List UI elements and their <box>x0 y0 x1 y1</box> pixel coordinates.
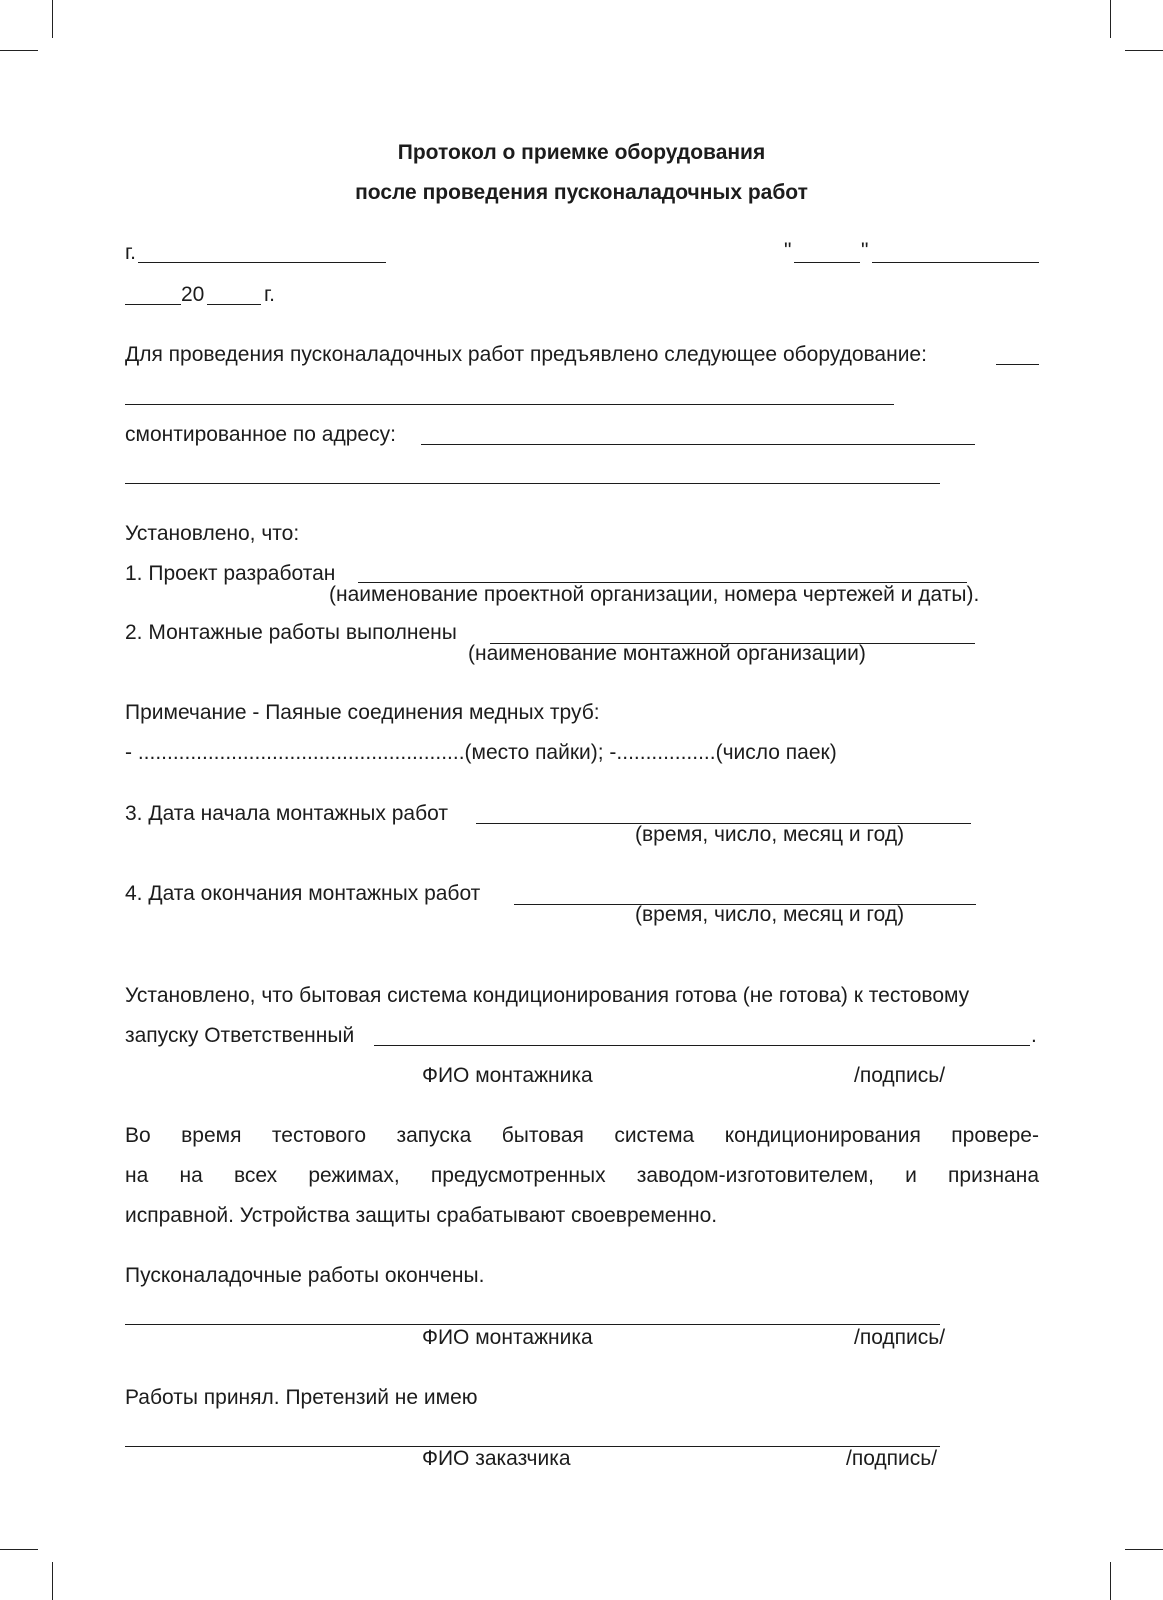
fio-installer-caption-2: ФИО монтажника <box>422 1326 593 1349</box>
quote-close: " <box>861 239 869 262</box>
fio-customer-caption: ФИО заказчика <box>422 1447 571 1470</box>
note-text: Примечание - Паяные соединения медных труб: <box>125 701 600 724</box>
signature-caption: /подпись/ <box>854 1064 946 1087</box>
crop-mark <box>1110 1562 1111 1600</box>
ready-text: Установлено, что бытовая система кондиционирования готова (не готова) к тестовому <box>125 984 970 1007</box>
crop-mark <box>1110 0 1111 38</box>
item2-caption: (наименование монтажной организации) <box>468 642 866 665</box>
equipment-field[interactable] <box>996 364 1039 365</box>
crop-mark <box>52 0 53 38</box>
city-field[interactable] <box>138 262 386 263</box>
established-heading: Установлено, что: <box>125 522 300 545</box>
test-paragraph-line1: Во время тестового запуска бытовая система кондиционирования провере- <box>125 1124 1039 1147</box>
crop-mark <box>1125 1549 1163 1550</box>
year-field[interactable] <box>207 304 261 305</box>
item1-label: 1. Проект разработан <box>125 562 336 585</box>
responsible-field[interactable] <box>374 1045 1030 1046</box>
test-paragraph-line3: исправной. Устройства защиты срабатывают своевременно. <box>125 1204 718 1227</box>
address-field-line2[interactable] <box>125 483 940 484</box>
test-paragraph-line2: на на всех режимах, предусмотренных заводом-изготовителем, и признана <box>125 1164 1040 1187</box>
year-prefix-field[interactable] <box>125 304 181 305</box>
fio-installer-caption: ФИО монтажника <box>422 1064 593 1087</box>
solder-line: - ........................................................(место пайки); -.................(число паек) <box>125 741 837 764</box>
signature-caption-2: /подпись/ <box>854 1326 946 1349</box>
document-title: Протокол о приемке оборудования <box>397 141 766 164</box>
item2-label: 2. Монтажные работы выполнены <box>125 621 457 644</box>
city-label: г. <box>125 241 136 264</box>
day-field[interactable] <box>794 262 860 263</box>
equipment-field-line2[interactable] <box>125 404 894 405</box>
item1-caption: (наименование проектной организации, номера чертежей и даты). <box>329 583 980 606</box>
crop-mark <box>0 50 38 51</box>
address-field[interactable] <box>421 444 975 445</box>
year-suffix: г. <box>264 283 275 306</box>
item3-caption: (время, число, месяц и год) <box>635 823 905 846</box>
item4-caption: (время, число, месяц и год) <box>635 903 905 926</box>
ready-text-line2: запуску Ответственный <box>125 1024 355 1047</box>
month-field[interactable] <box>872 262 1039 263</box>
accepted-text: Работы принял. Претензий не имею <box>125 1386 478 1409</box>
signature-caption-3: /подпись/ <box>846 1447 938 1470</box>
finished-text: Пусконаладочные работы окончены. <box>125 1264 485 1287</box>
document-subtitle: после проведения пусконаладочных работ <box>355 181 808 204</box>
address-label: смонтированное по адресу: <box>125 423 396 446</box>
item4-label: 4. Дата окончания монтажных работ <box>125 882 481 905</box>
year-prefix: 20 <box>181 283 205 306</box>
crop-mark <box>1125 50 1163 51</box>
equipment-text: Для проведения пусконаладочных работ предъявлено следующее оборудование: <box>125 343 927 366</box>
crop-mark <box>0 1549 38 1550</box>
ready-end: . <box>1031 1024 1037 1047</box>
item3-label: 3. Дата начала монтажных работ <box>125 802 448 825</box>
crop-mark <box>52 1562 53 1600</box>
quote-open: " <box>784 239 792 262</box>
